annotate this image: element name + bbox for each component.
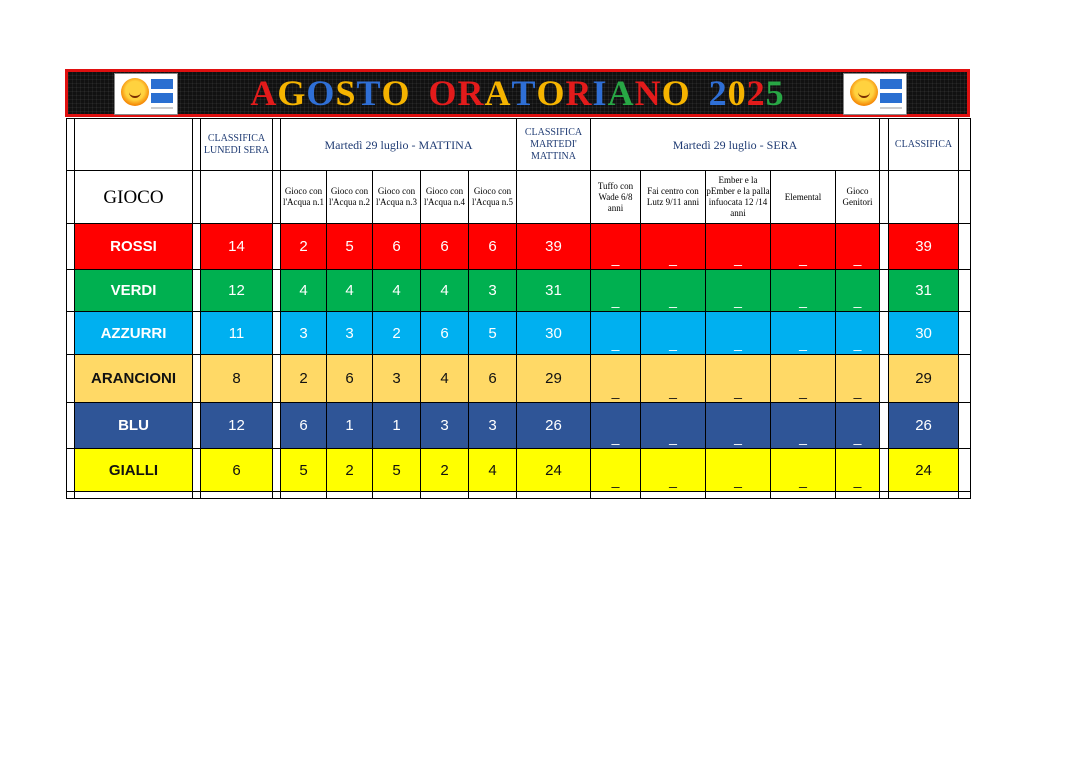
team-row: [67, 224, 971, 270]
spacer-cell: [959, 270, 971, 312]
score-mattina: 3: [421, 403, 469, 449]
score-classifica-mattina: 29: [517, 355, 591, 403]
title-letter: 0: [727, 73, 747, 113]
score-sera: _: [641, 403, 706, 449]
score-mattina: 4: [421, 355, 469, 403]
logo-line: [880, 107, 902, 109]
score-lunedi: 6: [201, 449, 273, 492]
score-mattina: 2: [373, 312, 421, 355]
score-sera: _: [771, 224, 836, 270]
team-name: GIALLI: [75, 449, 193, 492]
score-sera: _: [771, 270, 836, 312]
spacer-cell: [273, 270, 281, 312]
banner-title: [68, 72, 967, 114]
spacer-cell: [193, 355, 201, 403]
header-mattina-session: Martedì 29 luglio - MATTINA: [281, 119, 517, 171]
score-mattina: 6: [469, 355, 517, 403]
score-mattina: 3: [469, 270, 517, 312]
score-sera: _: [591, 449, 641, 492]
team-name: ROSSI: [75, 224, 193, 270]
score-mattina: 5: [281, 449, 327, 492]
score-sera: _: [771, 449, 836, 492]
score-mattina: 3: [469, 403, 517, 449]
game-header: Gioco con l'Acqua n.3: [373, 171, 421, 224]
team-row: [67, 403, 971, 449]
title-letter: A: [607, 73, 635, 113]
score-sera: _: [641, 355, 706, 403]
spacer-cell: [273, 312, 281, 355]
title-letter: T: [511, 73, 537, 113]
score-classifica: 30: [889, 312, 959, 355]
score-lunedi: 12: [201, 403, 273, 449]
bottom-border-row: [67, 492, 971, 499]
header-row-sessions: [67, 119, 971, 171]
spacer-cell: [959, 449, 971, 492]
spacer-cell: [880, 312, 889, 355]
score-mattina: 3: [327, 312, 373, 355]
spacer-cell: [959, 312, 971, 355]
score-sera: _: [706, 312, 771, 355]
spacer-cell: [67, 449, 75, 492]
header-row-games: [67, 171, 971, 224]
score-sera: _: [771, 403, 836, 449]
oratorio-logo-right: [843, 73, 907, 115]
score-sera: _: [591, 224, 641, 270]
title-letter: 5: [765, 73, 785, 113]
title-letter: T: [356, 73, 382, 113]
team-row: [67, 355, 971, 403]
spacer-cell: [193, 224, 201, 270]
standings-table: [66, 118, 971, 499]
game-header: Gioco con l'Acqua n.2: [327, 171, 373, 224]
score-sera: _: [836, 270, 880, 312]
title-letter: O: [428, 73, 458, 113]
score-mattina: 4: [469, 449, 517, 492]
score-lunedi: 14: [201, 224, 273, 270]
spacer-cell: [273, 403, 281, 449]
score-classifica-mattina: 30: [517, 312, 591, 355]
score-sera: _: [641, 270, 706, 312]
spacer-cell: [193, 312, 201, 355]
score-mattina: 3: [281, 312, 327, 355]
header-sera-session: Martedì 29 luglio - SERA: [591, 119, 880, 171]
game-header: Gioco con l'Acqua n.4: [421, 171, 469, 224]
title-letter: A: [484, 73, 512, 113]
title-letter: G: [277, 73, 307, 113]
score-mattina: 6: [421, 224, 469, 270]
team-name: AZZURRI: [75, 312, 193, 355]
score-mattina: 2: [281, 224, 327, 270]
title-banner: [65, 69, 970, 117]
team-row: [67, 449, 971, 492]
title-letter: N: [634, 73, 662, 113]
spacer-cell: [67, 312, 75, 355]
score-mattina: 6: [327, 355, 373, 403]
team-name: BLU: [75, 403, 193, 449]
score-mattina: 5: [469, 312, 517, 355]
score-mattina: 6: [421, 312, 469, 355]
score-lunedi: 8: [201, 355, 273, 403]
score-mattina: 3: [373, 355, 421, 403]
spacer-cell: [959, 355, 971, 403]
score-mattina: 5: [327, 224, 373, 270]
header-gioco: GIOCO: [75, 171, 193, 224]
spacer-cell: [67, 355, 75, 403]
game-header: Ember e la pEmber e la palla infuocata 12 /14 anni: [706, 171, 771, 224]
score-sera: _: [591, 270, 641, 312]
score-classifica-mattina: 31: [517, 270, 591, 312]
score-classifica-mattina: 26: [517, 403, 591, 449]
title-letter: I: [592, 73, 608, 113]
score-mattina: 1: [373, 403, 421, 449]
score-mattina: 4: [421, 270, 469, 312]
spacer-cell: [273, 355, 281, 403]
score-sera: _: [706, 270, 771, 312]
score-sera: _: [591, 312, 641, 355]
score-sera: _: [706, 449, 771, 492]
spacer-cell: [880, 403, 889, 449]
score-sera: _: [836, 224, 880, 270]
score-sera: _: [641, 449, 706, 492]
spacer-cell: [880, 224, 889, 270]
team-name: ARANCIONI: [75, 355, 193, 403]
game-header: Tuffo con Wade 6/8 anni: [591, 171, 641, 224]
score-classifica: 26: [889, 403, 959, 449]
score-mattina: 6: [469, 224, 517, 270]
spacer-cell: [193, 403, 201, 449]
score-mattina: 2: [327, 449, 373, 492]
title-letter: R: [565, 73, 593, 113]
score-classifica-mattina: 24: [517, 449, 591, 492]
logo-card-bottom: [880, 93, 902, 103]
sun-icon: [850, 78, 878, 106]
title-letter: O: [536, 73, 566, 113]
spacer-cell: [273, 224, 281, 270]
score-sera: _: [771, 312, 836, 355]
header-classifica-lunedi: CLASSIFICA LUNEDI SERA: [201, 119, 273, 171]
score-sera: _: [771, 355, 836, 403]
score-sera: _: [706, 224, 771, 270]
spacer-cell: [880, 270, 889, 312]
header-classifica: CLASSIFICA: [889, 119, 959, 171]
score-lunedi: 11: [201, 312, 273, 355]
team-name: VERDI: [75, 270, 193, 312]
spacer-cell: [959, 224, 971, 270]
spacer-cell: [193, 449, 201, 492]
title-letter: 2: [746, 73, 766, 113]
score-classifica: 24: [889, 449, 959, 492]
spacer-cell: [880, 355, 889, 403]
title-letter: S: [335, 73, 357, 113]
spacer-cell: [67, 270, 75, 312]
team-row: [67, 270, 971, 312]
score-classifica: 39: [889, 224, 959, 270]
spacer-cell: [273, 449, 281, 492]
score-mattina: 2: [421, 449, 469, 492]
logo-card-top: [880, 79, 902, 89]
score-mattina: 4: [373, 270, 421, 312]
title-letter: A: [250, 73, 278, 113]
header-classifica-martedi-mattina: CLASSIFICA MARTEDI' MATTINA: [517, 119, 591, 171]
score-sera: _: [641, 224, 706, 270]
score-sera: _: [591, 355, 641, 403]
spacer-cell: [880, 449, 889, 492]
title-letter: 2: [708, 73, 728, 113]
score-sera: _: [591, 403, 641, 449]
score-classifica: 29: [889, 355, 959, 403]
score-mattina: 6: [281, 403, 327, 449]
spacer-cell: [67, 403, 75, 449]
game-header: Gioco Genitori: [836, 171, 880, 224]
score-mattina: 1: [327, 403, 373, 449]
game-header: Gioco con l'Acqua n.1: [281, 171, 327, 224]
spacer-cell: [67, 224, 75, 270]
spacer-cell: [193, 270, 201, 312]
score-sera: _: [836, 355, 880, 403]
game-header: Fai centro con Lutz 9/11 anni: [641, 171, 706, 224]
score-mattina: 2: [281, 355, 327, 403]
team-row: [67, 312, 971, 355]
title-letter: R: [457, 73, 485, 113]
title-letter: O: [381, 73, 411, 113]
title-letter: O: [661, 73, 691, 113]
score-sera: _: [836, 403, 880, 449]
score-mattina: 4: [281, 270, 327, 312]
score-sera: _: [706, 403, 771, 449]
game-header: Elemental: [771, 171, 836, 224]
score-sera: _: [641, 312, 706, 355]
score-sera: _: [706, 355, 771, 403]
spacer-cell: [959, 403, 971, 449]
score-sera: _: [836, 449, 880, 492]
score-mattina: 4: [327, 270, 373, 312]
score-mattina: 6: [373, 224, 421, 270]
score-classifica: 31: [889, 270, 959, 312]
title-letter: O: [306, 73, 336, 113]
score-lunedi: 12: [201, 270, 273, 312]
score-classifica-mattina: 39: [517, 224, 591, 270]
score-mattina: 5: [373, 449, 421, 492]
game-header: Gioco con l'Acqua n.5: [469, 171, 517, 224]
score-sera: _: [836, 312, 880, 355]
